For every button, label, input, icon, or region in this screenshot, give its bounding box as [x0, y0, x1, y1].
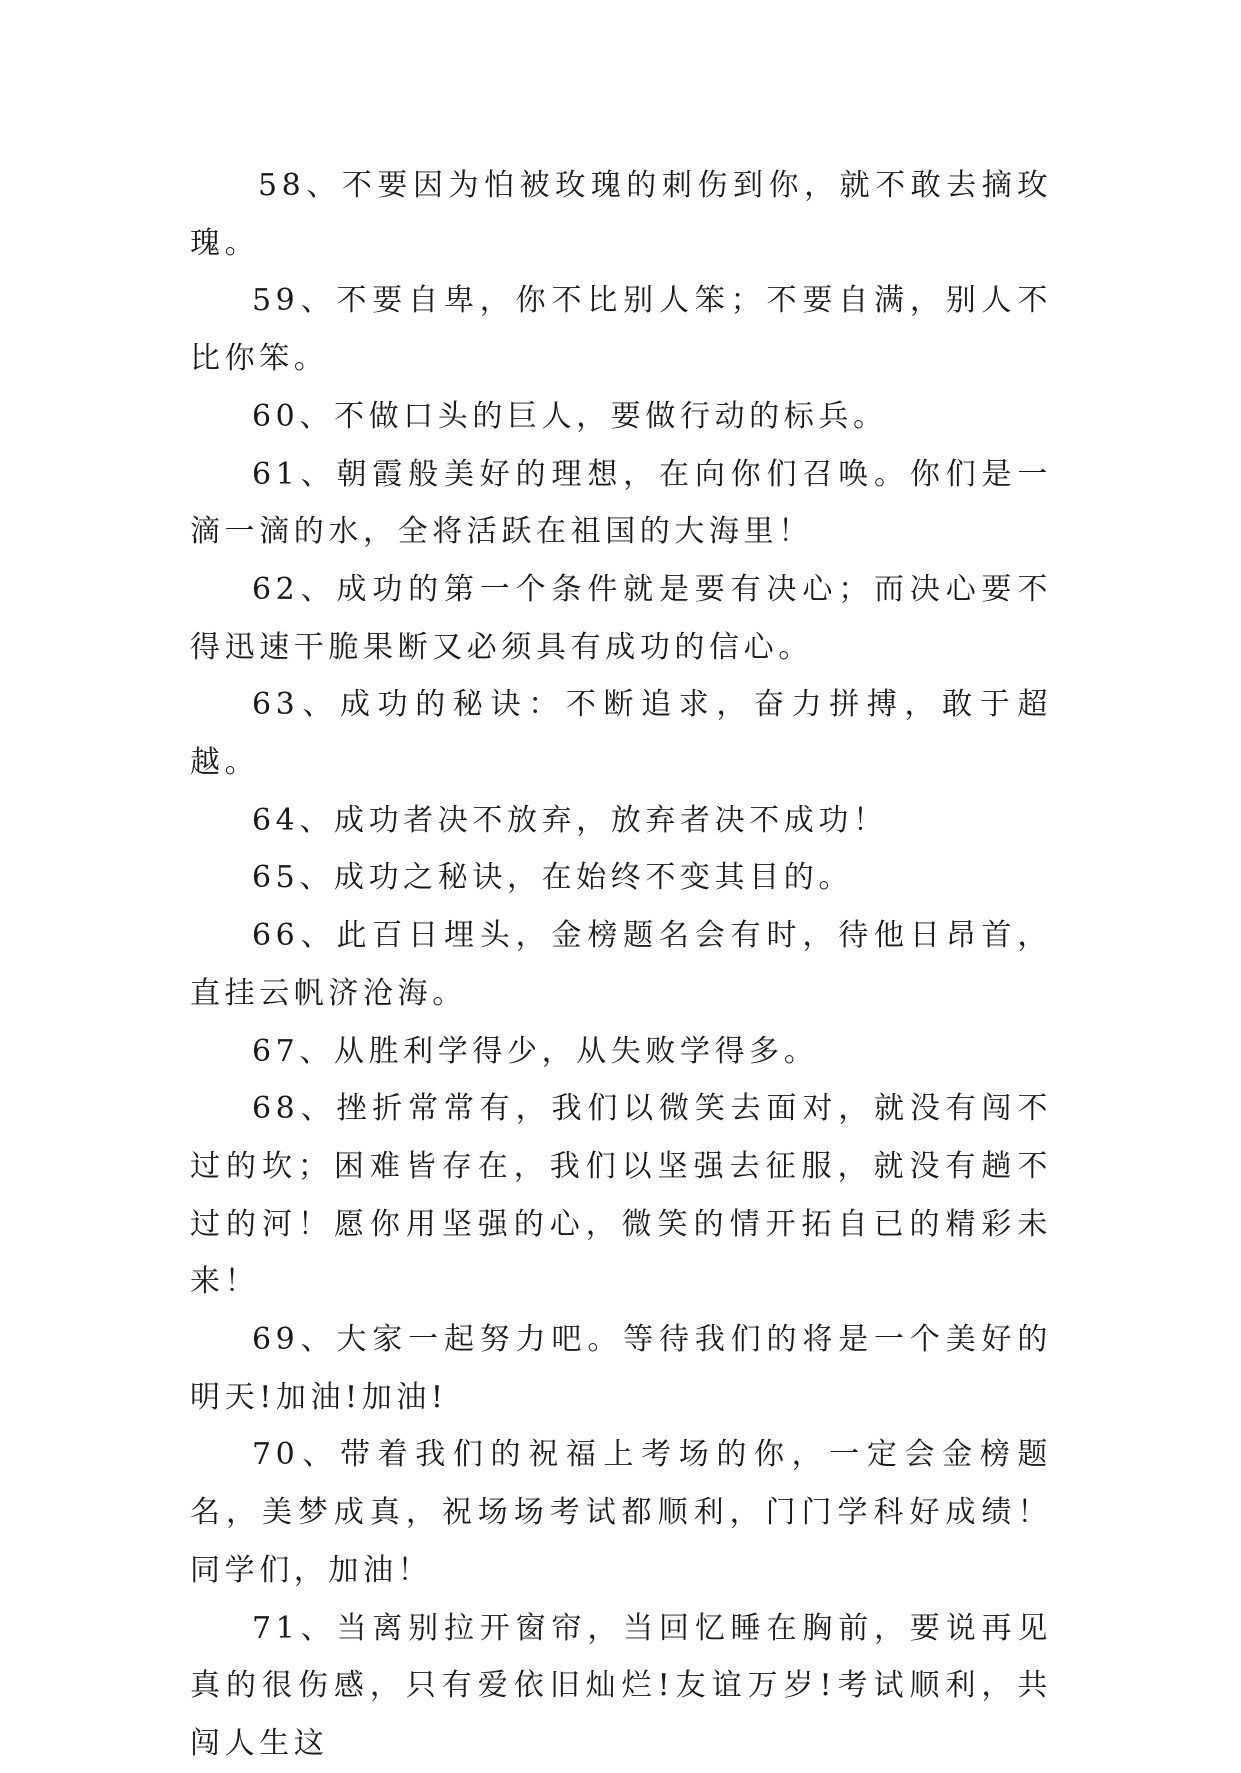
paragraph-64: 64、成功者决不放弃，放弃者决不成功！ — [252, 802, 888, 838]
paragraph-58: 58、不要因为怕被玫瑰的刺伤到你，就不敢去摘玫瑰。 — [190, 168, 1052, 261]
paragraph-59: 59、不要自卑，你不比别人笨；不要自满，别人不比你笨。 — [190, 283, 1052, 377]
paragraph-71: 71、当离别拉开窗帘，当回忆睡在胸前，要说再见真的很伤感，只有爱依旧灿烂!友谊万岁!考试顺利，共闯人生这 — [190, 1610, 1052, 1761]
document-body — [190, 157, 1052, 1773]
paragraph-70: 70、带着我们的祝福上考场的你，一定会金榜题名，美梦成真，祝场场考试都顺利，门门学科好成绩！同学们，加油！ — [190, 1437, 1052, 1588]
paragraph-67: 67、从胜利学得少，从失败学得多。 — [252, 1033, 819, 1069]
paragraph-69: 69、大家一起努力吧。等待我们的将是一个美好的明天!加油!加油! — [190, 1322, 1052, 1415]
paragraph-65: 65、成功之秘诀，在始终不变其目的。 — [252, 860, 853, 896]
paragraph-61: 61、朝霞般美好的理想，在向你们召唤。你们是一滴一滴的水，全将活跃在祖国的大海里！ — [190, 456, 1052, 550]
paragraph-63: 63、成功的秘诀：不断追求，奋力拼搏，敢于超越。 — [190, 687, 1052, 781]
paragraph-62: 62、成功的第一个条件就是要有决心；而决心要不得迅速干脆果断又必须具有成功的信心。 — [190, 571, 1052, 665]
paragraph-68: 68、挫折常常有，我们以微笑去面对，就没有闯不过的坎；困难皆存在，我们以坚强去征服，就没有趟不过的河！愿你用坚强的心，微笑的情开拓自已的精彩未来！ — [190, 1091, 1052, 1300]
paragraph-66: 66、此百日埋头，金榜题名会有时，待他日昂首，直挂云帆济沧海。 — [190, 918, 1052, 1011]
paragraph-60: 60、不做口头的巨人，要做行动的标兵。 — [252, 398, 888, 434]
